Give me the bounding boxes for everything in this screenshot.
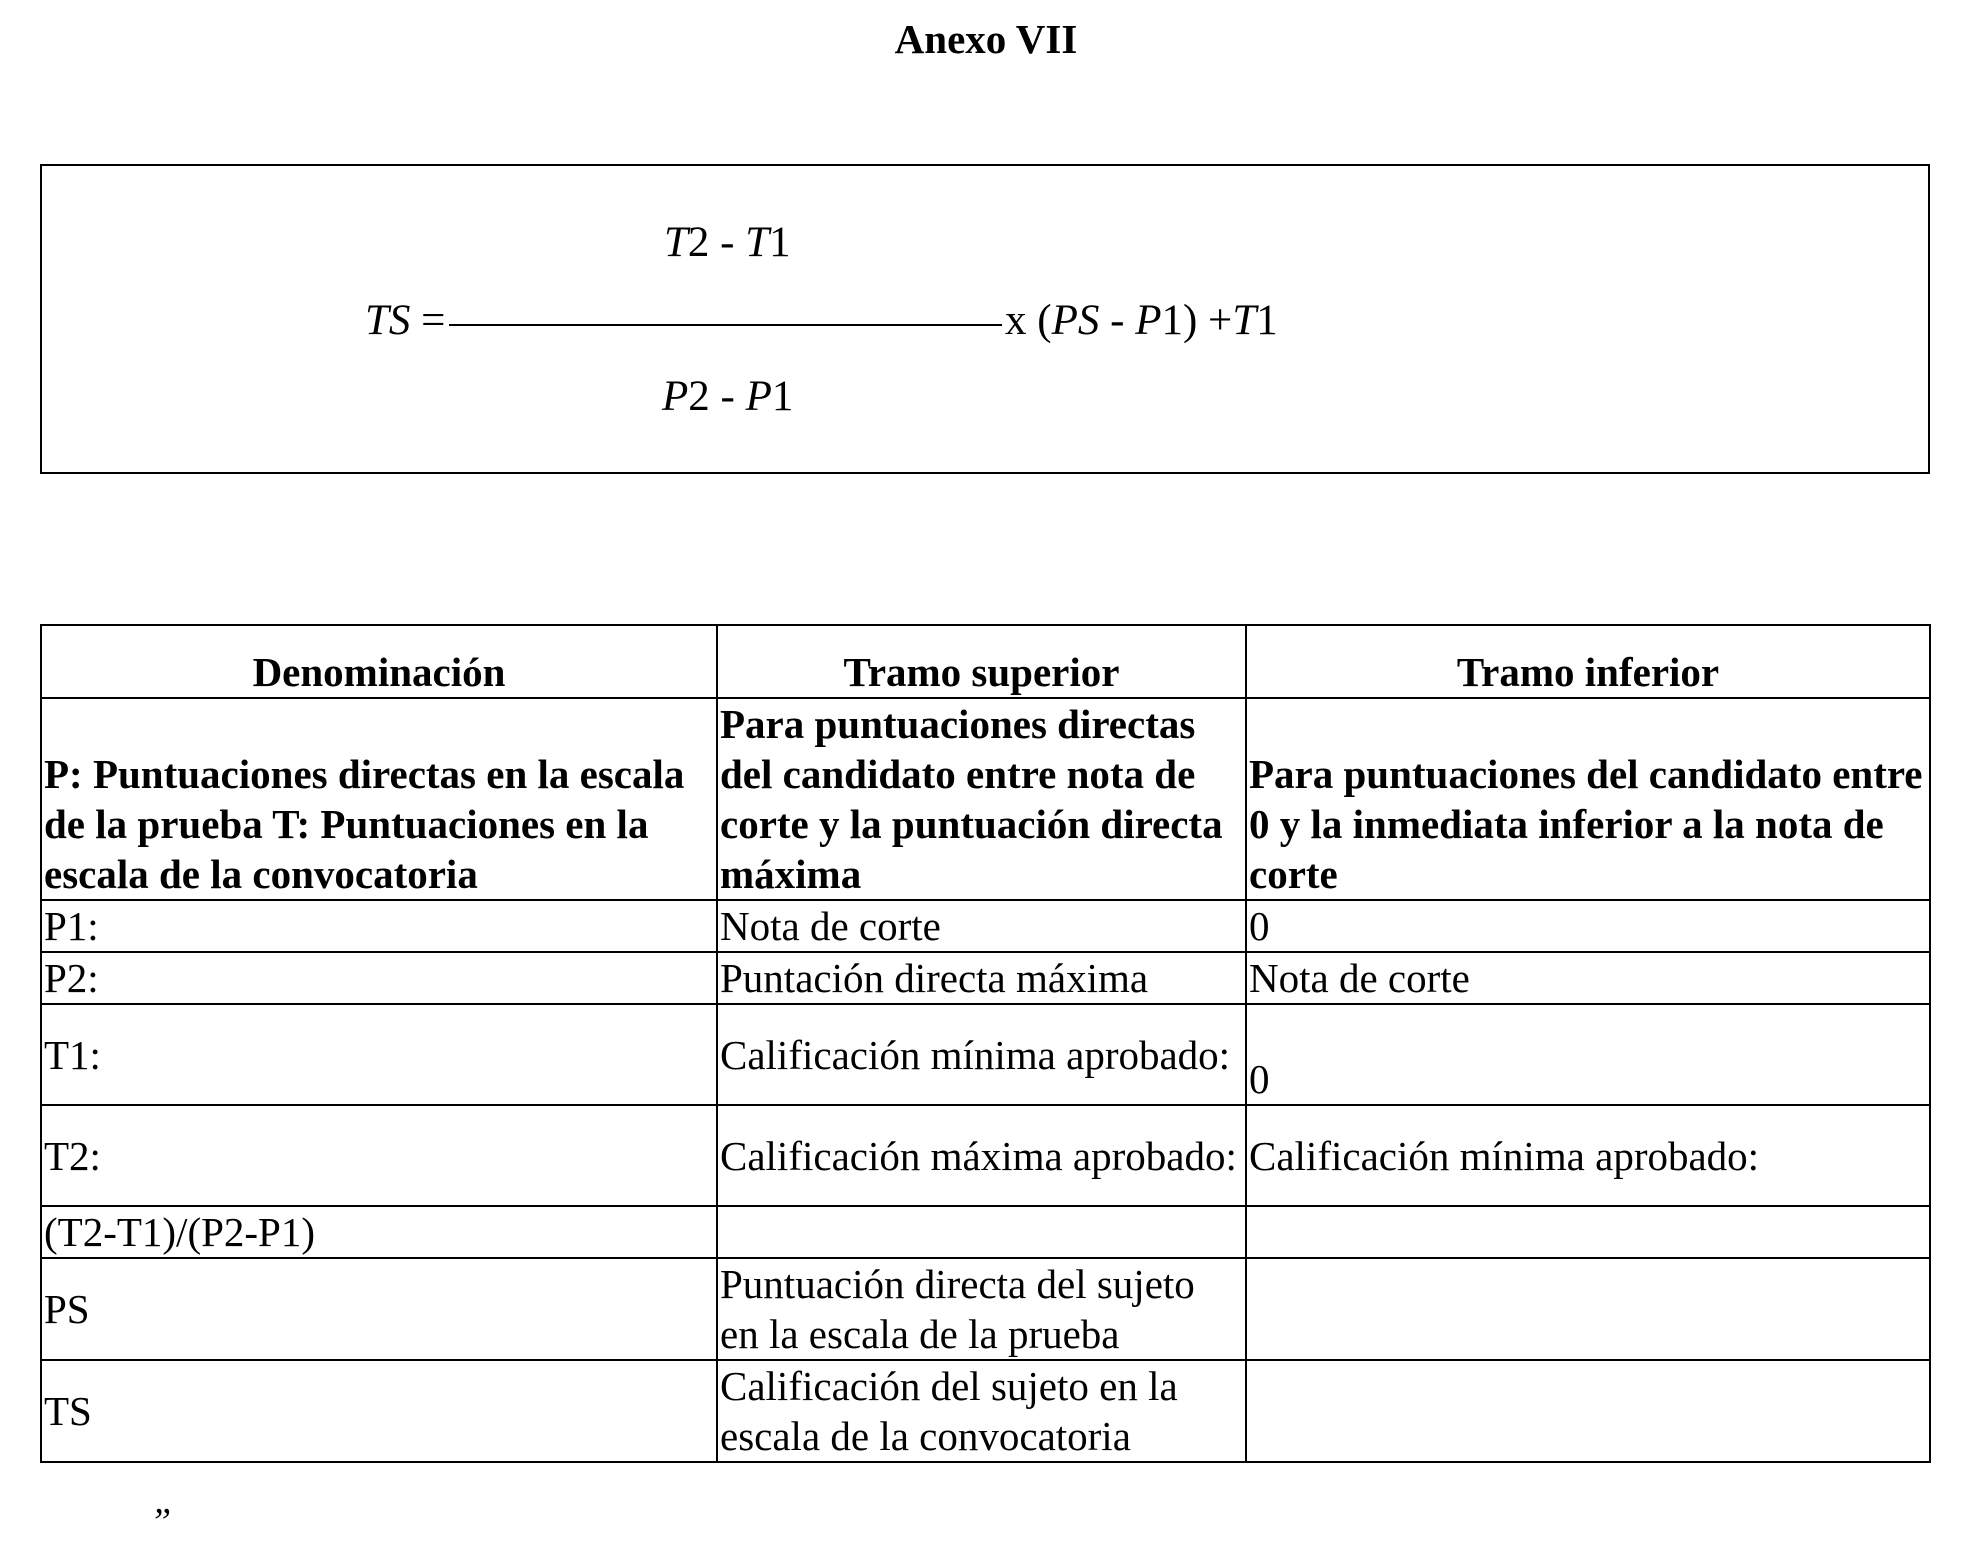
- definition-cell-denominacion: P: Puntuaciones directas en la escala de la prueba T: Puntuaciones en la escala de la convocatoria: [41, 698, 717, 900]
- table-cell: PS: [41, 1258, 717, 1360]
- table-cell: TS: [41, 1360, 717, 1462]
- table-cell: [717, 1206, 1246, 1258]
- fraction-bar: [449, 324, 1002, 326]
- table-cell: T2:: [41, 1105, 717, 1206]
- table-cell: P1:: [41, 900, 717, 952]
- table-cell: Puntación directa máxima: [717, 952, 1246, 1004]
- table-cell: Puntuación directa del sujeto en la escala de la prueba: [717, 1258, 1246, 1360]
- table-cell: Nota de corte: [717, 900, 1246, 952]
- table-cell: [1246, 1360, 1930, 1462]
- table-cell: Nota de corte: [1246, 952, 1930, 1004]
- formula-box: [40, 164, 1930, 474]
- closing-quote-mark: ”: [150, 1501, 172, 1543]
- table-cell: Calificación mínima aprobado:: [1246, 1105, 1930, 1206]
- table-row: [41, 1004, 1930, 1105]
- table-cell: P2:: [41, 952, 717, 1004]
- table-cell: [1246, 1258, 1930, 1360]
- header-denominacion: Denominación: [41, 625, 717, 698]
- formula-denominator: P2 - P1: [662, 373, 794, 420]
- formula-lhs: TS =: [365, 297, 446, 344]
- table-cell: 0: [1246, 1004, 1930, 1105]
- table-row: [41, 1258, 1930, 1360]
- table-cell: [1246, 1206, 1930, 1258]
- table-cell: T1:: [41, 1004, 717, 1105]
- page-title: Anexo VII: [894, 16, 1078, 62]
- table-header-row: [41, 625, 1930, 698]
- table-row: [41, 952, 1930, 1004]
- table-row: [41, 1105, 1930, 1206]
- header-tramo-superior: Tramo superior: [717, 625, 1246, 698]
- table-cell: (T2-T1)/(P2-P1): [41, 1206, 717, 1258]
- table-row: [41, 1360, 1930, 1462]
- formula-numerator: T2 - T1: [664, 219, 791, 266]
- table-cell: Calificación mínima aprobado:: [717, 1004, 1246, 1105]
- table-cell: 0: [1246, 900, 1930, 952]
- table-row: [41, 698, 1930, 900]
- table-cell: Calificación del sujeto en la escala de la convocatoria: [717, 1360, 1246, 1462]
- conversion-table: [40, 624, 1931, 1463]
- table-cell: Calificación máxima aprobado:: [717, 1105, 1246, 1206]
- definition-cell-tramo-inferior: Para puntuaciones del candidato entre 0 y la inmediata inferior a la nota de corte: [1246, 698, 1930, 900]
- header-tramo-inferior: Tramo inferior: [1246, 625, 1930, 698]
- table-row: [41, 900, 1930, 952]
- formula-rhs: x (PS - P1) +T1: [1005, 297, 1278, 344]
- definition-cell-tramo-superior: Para puntuaciones directas del candidato entre nota de corte y la puntuación directa máxima: [717, 698, 1246, 900]
- table-row: [41, 1206, 1930, 1258]
